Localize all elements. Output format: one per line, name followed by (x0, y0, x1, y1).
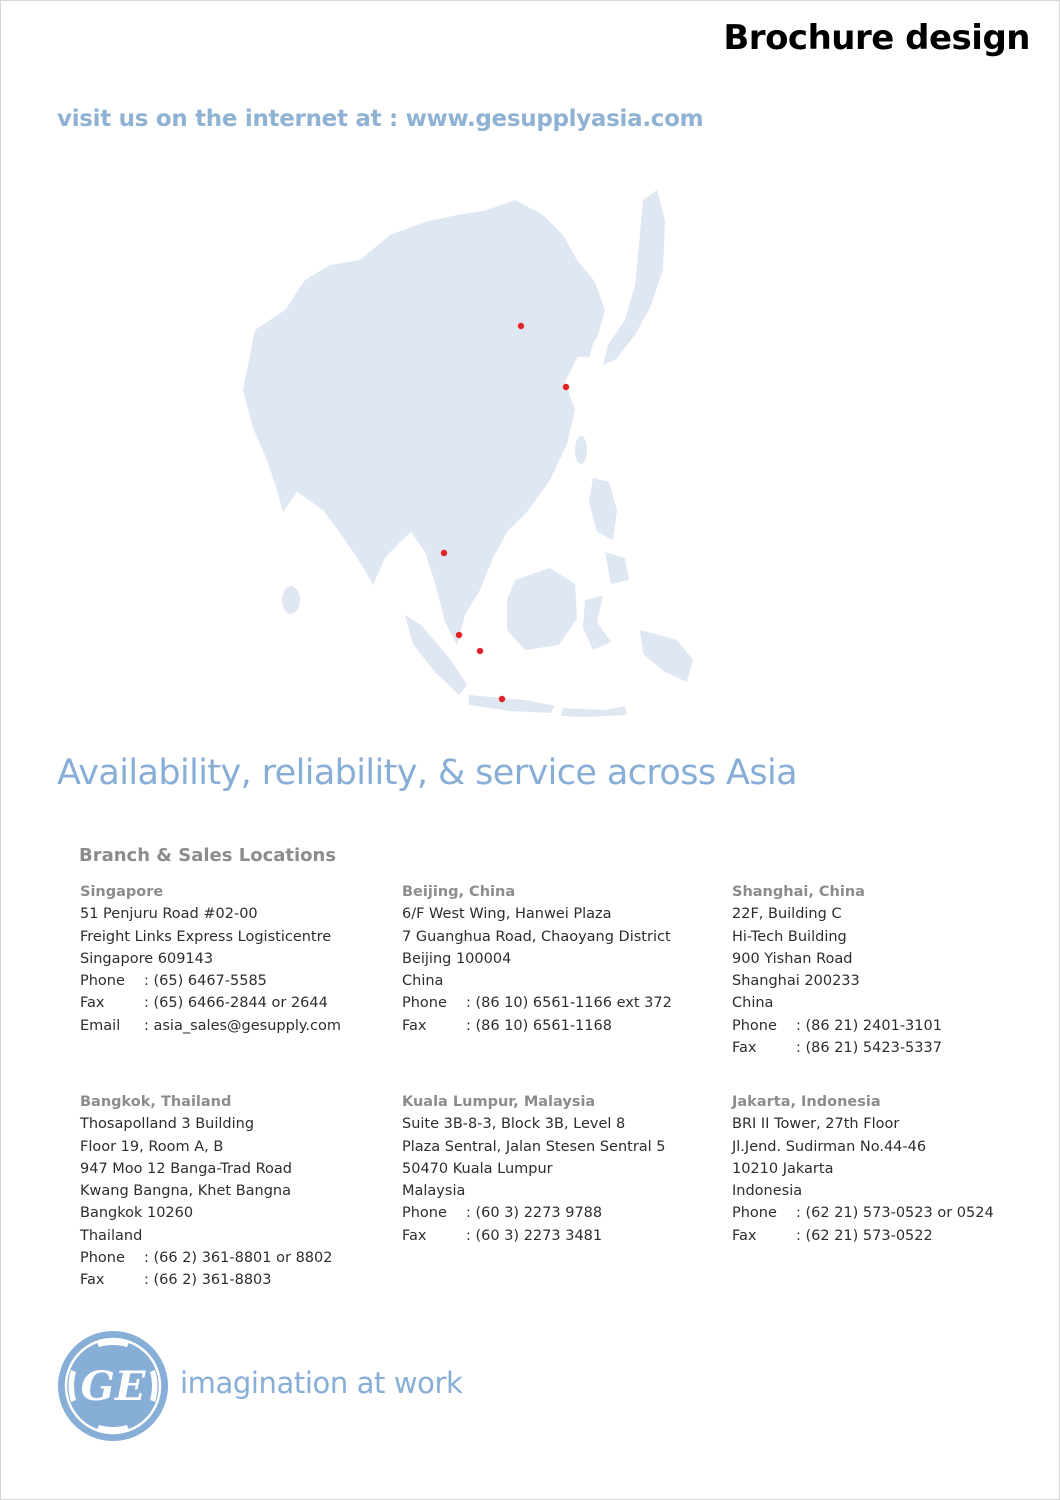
address-line: 22F, Building C (732, 906, 842, 923)
marker-jakarta (499, 696, 505, 702)
fax-label: Fax (402, 1017, 427, 1034)
phone-label: Phone (80, 1250, 125, 1267)
address-line: Shanghai 200233 (732, 973, 860, 990)
fax-value: : (86 10) 6561-1168 (466, 1017, 612, 1034)
fax-row (732, 1037, 942, 1059)
location-shanghai (732, 881, 942, 1059)
address-line: Kwang Bangna, Khet Bangna (80, 1183, 291, 1200)
phone-row (732, 1202, 994, 1224)
address-line: Thosapolland 3 Building (80, 1116, 255, 1133)
phone-value: : (62 21) 573-0523 or 0524 (796, 1205, 994, 1222)
marker-shanghai (563, 384, 569, 390)
email-label: Email (80, 1017, 121, 1034)
map-borneo (507, 568, 577, 650)
ge-logo-mark: GE (80, 1363, 146, 1410)
phone-row (402, 992, 672, 1014)
fax-label: Fax (80, 1272, 105, 1289)
address-line: Floor 19, Room A, B (80, 1138, 224, 1155)
address-line: Plaza Sentral, Jalan Stesen Sentral 5 (402, 1138, 666, 1155)
address-line: Bangkok 10260 (80, 1205, 194, 1222)
fax-value: : (60 3) 2273 3481 (466, 1227, 603, 1244)
phone-value: : (65) 6467-5585 (144, 973, 267, 990)
email-row (80, 1015, 341, 1037)
address-line: 7 Guanghua Road, Chaoyang District (402, 928, 671, 945)
location-city: Kuala Lumpur, Malaysia (402, 1094, 596, 1110)
address-line: 900 Yishan Road (732, 950, 853, 967)
email-value: : asia_sales@gesupply.com (144, 1017, 341, 1034)
map-japan (603, 190, 665, 365)
address-line: Hi-Tech Building (732, 928, 847, 945)
location-city: Shanghai, China (732, 884, 865, 900)
fax-row (402, 1015, 672, 1037)
address-line: Thailand (80, 1227, 143, 1244)
website-text: visit us on the internet at : www.gesupplyasia.com (57, 106, 704, 132)
location-city: Jakarta, Indonesia (732, 1094, 881, 1110)
page-title: Brochure design (723, 18, 1030, 58)
slogan: imagination at work (180, 1366, 463, 1400)
address-line: China (402, 973, 444, 990)
location-beijing (402, 881, 672, 1037)
address-line: 6/F West Wing, Hanwei Plaza (402, 906, 612, 923)
fax-row (402, 1225, 666, 1247)
phone-label: Phone (402, 995, 447, 1012)
location-kuala-lumpur (402, 1091, 666, 1247)
address-line: BRI II Tower, 27th Floor (732, 1116, 900, 1133)
address-line: Jl.Jend. Sudirman No.44-46 (732, 1138, 927, 1155)
phone-label: Phone (402, 1205, 447, 1222)
location-city: Beijing, China (402, 884, 516, 900)
address-line: Singapore 609143 (80, 950, 214, 967)
marker-singapore (477, 648, 483, 654)
marker-kuala-lumpur (456, 632, 462, 638)
location-singapore (80, 881, 341, 1037)
address-line: 947 Moo 12 Banga-Trad Road (80, 1160, 292, 1177)
marker-beijing (518, 323, 524, 329)
fax-value: : (65) 6466-2844 or 2644 (144, 995, 328, 1012)
phone-row (80, 970, 341, 992)
phone-label: Phone (732, 1205, 777, 1222)
tagline: Availability, reliability, & service across Asia (57, 753, 797, 793)
phone-row (732, 1015, 942, 1037)
fax-label: Fax (732, 1227, 757, 1244)
ge-logo-icon (57, 1330, 169, 1442)
fax-value: : (86 21) 5423-5337 (796, 1040, 942, 1057)
location-city: Bangkok, Thailand (80, 1094, 232, 1110)
fax-label: Fax (80, 995, 105, 1012)
address-line: Malaysia (402, 1183, 466, 1200)
fax-label: Fax (402, 1227, 427, 1244)
address-line: Indonesia (732, 1183, 803, 1200)
marker-bangkok (441, 550, 447, 556)
location-bangkok (80, 1091, 332, 1292)
phone-row (402, 1202, 666, 1224)
fax-row (80, 992, 341, 1014)
fax-value: : (66 2) 361-8803 (144, 1272, 272, 1289)
phone-row (80, 1247, 332, 1269)
phone-label: Phone (80, 973, 125, 990)
address-line: Freight Links Express Logisticentre (80, 928, 332, 945)
location-city: Singapore (80, 884, 164, 900)
phone-value: : (66 2) 361-8801 or 8802 (144, 1250, 333, 1267)
fax-label: Fax (732, 1040, 757, 1057)
fax-row (80, 1269, 332, 1291)
address-line: China (732, 995, 774, 1012)
fax-row (732, 1225, 994, 1247)
location-jakarta (732, 1091, 994, 1247)
phone-label: Phone (732, 1017, 777, 1034)
phone-value: : (60 3) 2273 9788 (466, 1205, 603, 1222)
map-java (469, 695, 555, 713)
asia-map (225, 160, 695, 725)
address-line: 50470 Kuala Lumpur (402, 1160, 553, 1177)
section-heading: Branch & Sales Locations (79, 845, 337, 866)
address-line: 51 Penjuru Road #02-00 (80, 906, 258, 923)
phone-value: : (86 21) 2401-3101 (796, 1017, 942, 1034)
address-line: 10210 Jakarta (732, 1160, 834, 1177)
fax-value: : (62 21) 573-0522 (796, 1227, 933, 1244)
address-line: Suite 3B-8-3, Block 3B, Level 8 (402, 1116, 626, 1133)
address-line: Beijing 100004 (402, 950, 512, 967)
phone-value: : (86 10) 6561-1166 ext 372 (466, 995, 672, 1012)
